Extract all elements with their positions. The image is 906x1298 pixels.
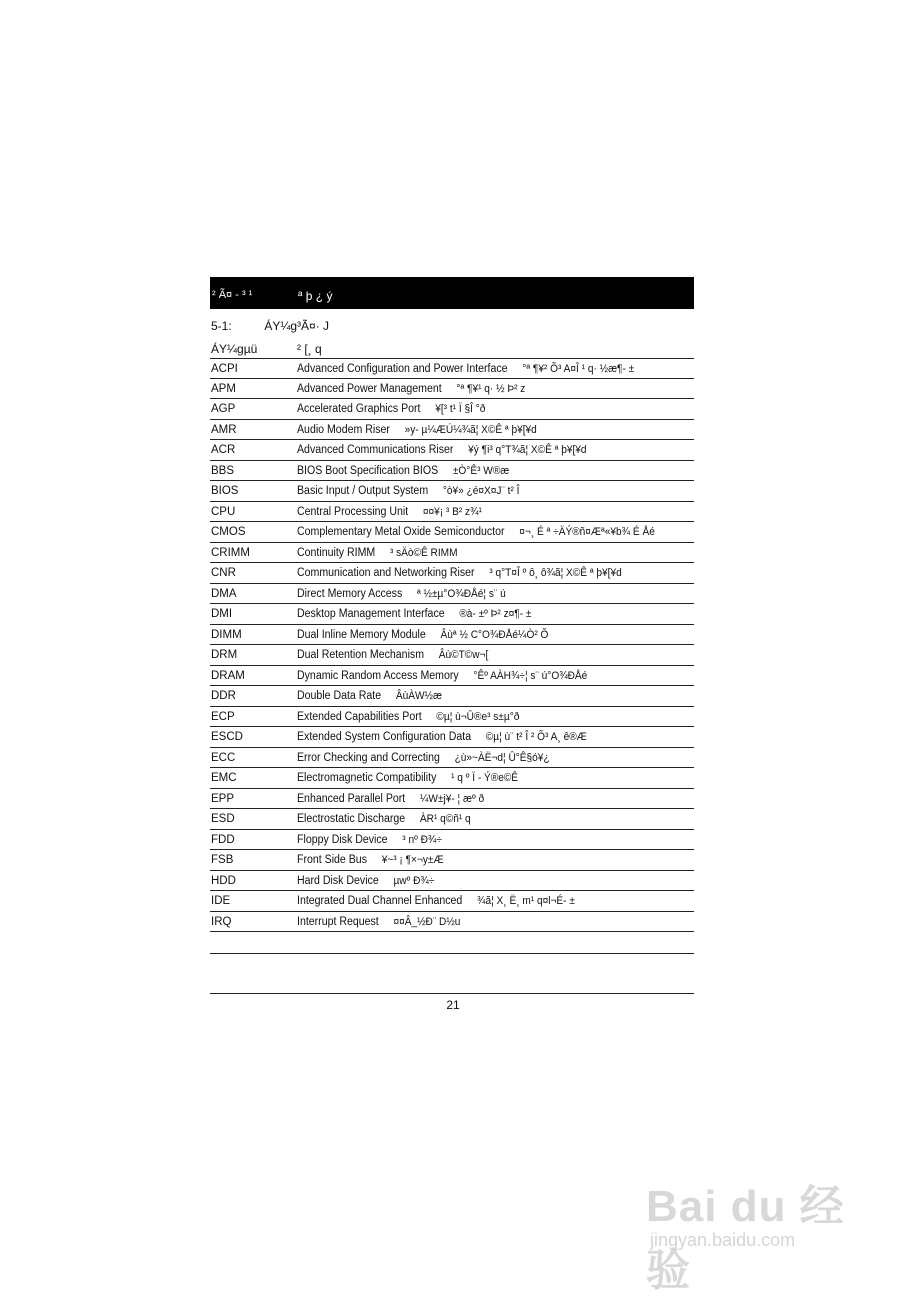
row-abbreviation: DDR bbox=[211, 690, 236, 702]
row-abbreviation: BBS bbox=[211, 464, 235, 477]
row-translation: °ª ¶¥² Õ³ A¤Î ¹ q· ½æ¶- ± bbox=[522, 363, 635, 375]
watermark-url: jingyan.baidu.com bbox=[650, 1230, 796, 1250]
row-meaning bbox=[297, 444, 587, 456]
table-row bbox=[210, 440, 694, 461]
row-translation: ¹ q º Ï - Ý®e©Ê bbox=[451, 772, 519, 784]
header-right-text: ª þ ¿ ý bbox=[298, 289, 333, 303]
row-abbreviation: HDD bbox=[211, 874, 236, 887]
row-translation: ©µ¦ ù¬Û®e³ s±µ°ð bbox=[436, 710, 520, 723]
row-meaning bbox=[297, 649, 488, 661]
row-translation: µwº Ð¾÷ bbox=[393, 874, 435, 887]
row-translation: ÂùÀW½æ bbox=[395, 690, 442, 702]
table-row bbox=[210, 502, 694, 523]
row-abbreviation: AGP bbox=[211, 403, 236, 415]
header-left-text: ² Ã¤ - ³ ¹ bbox=[212, 289, 253, 301]
row-abbreviation: FSB bbox=[211, 854, 234, 866]
row-full-name: Dual Retention Mechanism bbox=[297, 649, 425, 661]
row-meaning bbox=[297, 383, 525, 395]
row-translation: ¥ý ¶i³ q°T¾ã¦ X©Ê ª þ¥[¥d bbox=[468, 444, 587, 456]
row-full-name: Desktop Management Interface bbox=[297, 608, 445, 620]
row-abbreviation: AMR bbox=[211, 423, 237, 436]
table-row bbox=[210, 748, 694, 769]
row-abbreviation: DRAM bbox=[211, 669, 245, 682]
row-abbreviation: EMC bbox=[211, 772, 237, 784]
row-full-name: Double Data Rate bbox=[297, 690, 382, 702]
table-row bbox=[210, 666, 694, 687]
table-row bbox=[210, 399, 694, 420]
row-meaning bbox=[297, 608, 531, 620]
row-translation: »y- µ¼ÆÚ¼¾ã¦ X©Ê ª þ¥[¥d bbox=[404, 423, 537, 436]
table-row bbox=[210, 850, 694, 871]
row-abbreviation: DRM bbox=[211, 649, 238, 661]
table-row bbox=[210, 358, 694, 379]
row-abbreviation: ECP bbox=[211, 710, 235, 723]
row-meaning bbox=[297, 895, 575, 907]
row-meaning bbox=[297, 547, 458, 559]
watermark bbox=[640, 1150, 870, 1295]
row-full-name: Floppy Disk Device bbox=[297, 833, 388, 846]
row-abbreviation: DMI bbox=[211, 608, 233, 620]
table-row bbox=[210, 584, 694, 605]
row-translation: ±Ò°Ê³ W®æ bbox=[452, 464, 510, 477]
row-translation: °ò¥» ¿é¤X¤J¨ t² Î bbox=[442, 485, 520, 497]
row-translation: ¼W±j¥- ¦ æº ð bbox=[419, 792, 485, 805]
table-row bbox=[210, 481, 694, 502]
table-row bbox=[210, 686, 694, 707]
row-translation: ¤¬¸ É ª ÷ÄÝ®ñ¤Æª«¥b¾ É Åé bbox=[519, 526, 655, 538]
row-full-name: Direct Memory Access bbox=[297, 587, 403, 600]
table-row bbox=[210, 809, 694, 830]
row-full-name: Audio Modem Riser bbox=[297, 423, 390, 436]
table-row bbox=[210, 461, 694, 482]
row-meaning bbox=[297, 403, 485, 415]
row-meaning bbox=[297, 506, 482, 518]
row-abbreviation: ESD bbox=[211, 813, 235, 825]
row-translation: ª ½±µ°O¾ÐÅé¦ s¨ ú bbox=[416, 587, 506, 600]
row-full-name: Advanced Configuration and Power Interface bbox=[297, 363, 508, 375]
row-meaning bbox=[297, 526, 655, 538]
row-translation: °ª ¶¥¹ q· ½ Þ² z bbox=[456, 382, 526, 395]
table-row bbox=[210, 789, 694, 810]
row-meaning bbox=[297, 813, 471, 825]
row-translation: ¿ù»~ÀË¬d¦ Û°Ê§ó¥¿ bbox=[454, 751, 550, 764]
row-full-name: Advanced Communications Riser bbox=[297, 444, 454, 456]
row-full-name: Central Processing Unit bbox=[297, 505, 409, 518]
row-meaning bbox=[297, 670, 587, 682]
row-abbreviation: CPU bbox=[211, 505, 236, 518]
table-row bbox=[210, 645, 694, 666]
row-meaning bbox=[297, 875, 434, 887]
row-meaning bbox=[297, 363, 634, 375]
divider-line bbox=[210, 953, 694, 954]
row-translation: ³ nº Ð¾÷ bbox=[402, 833, 442, 846]
row-full-name: Basic Input / Output System bbox=[297, 485, 429, 497]
row-translation: Âù©T©w¬[ bbox=[438, 649, 489, 661]
row-translation: ©µ¦ ù¨ t² Î ² Õ³ A¸ ê®Æ bbox=[485, 731, 587, 743]
row-abbreviation: CRIMM bbox=[211, 546, 250, 559]
row-full-name: Communication and Networking Riser bbox=[297, 567, 475, 579]
row-translation: ¥~³ ¡ ¶×¬y±Æ bbox=[381, 854, 444, 866]
row-abbreviation: DIMM bbox=[211, 628, 242, 641]
watermark-logo: Bai du 经验 bbox=[646, 1182, 845, 1295]
row-full-name: Electromagnetic Compatibility bbox=[297, 772, 437, 784]
page-number: 21 bbox=[446, 998, 460, 1012]
row-full-name: Dynamic Random Access Memory bbox=[297, 669, 459, 682]
row-abbreviation: FDD bbox=[211, 833, 235, 846]
table-title bbox=[211, 319, 329, 333]
row-full-name: Enhanced Parallel Port bbox=[297, 792, 406, 805]
row-abbreviation: CNR bbox=[211, 567, 236, 579]
row-meaning bbox=[297, 752, 550, 764]
row-translation: ¾ã¦ X¸ Ë¸ m¹ q¤l¬É- ± bbox=[477, 895, 575, 907]
row-meaning bbox=[297, 424, 537, 436]
row-meaning bbox=[297, 793, 484, 805]
row-abbreviation: CMOS bbox=[211, 526, 246, 538]
table-row bbox=[210, 768, 694, 789]
row-translation: ®à- ±º Þ² z¤¶- ± bbox=[459, 608, 532, 620]
row-translation: ¤¤Â_½Ð¨ D½u bbox=[393, 915, 461, 928]
row-translation: ¥[³ t¹ Ï §Î °ð bbox=[435, 403, 486, 415]
column-header-meaning: ² [¸ q bbox=[297, 342, 322, 356]
row-full-name: Complementary Metal Oxide Semiconductor bbox=[297, 526, 505, 538]
row-meaning bbox=[297, 629, 548, 641]
row-meaning bbox=[297, 731, 587, 743]
row-meaning bbox=[297, 690, 442, 702]
table-row bbox=[210, 891, 694, 912]
row-full-name: Accelerated Graphics Port bbox=[297, 403, 421, 415]
table-row bbox=[210, 604, 694, 625]
row-translation: ³ q°T¤Î º ô¸ ô¾ã¦ X©Ê ª þ¥[¥d bbox=[489, 567, 622, 579]
row-full-name: Extended Capabilities Port bbox=[297, 710, 422, 723]
table-row bbox=[210, 727, 694, 748]
row-abbreviation: IDE bbox=[211, 895, 231, 907]
table-row bbox=[210, 625, 694, 646]
row-meaning bbox=[297, 772, 518, 784]
row-meaning bbox=[297, 711, 519, 723]
row-meaning bbox=[297, 854, 444, 866]
table-row bbox=[210, 871, 694, 892]
table-row bbox=[210, 379, 694, 400]
row-full-name: Interrupt Request bbox=[297, 915, 379, 928]
row-full-name: Error Checking and Correcting bbox=[297, 751, 440, 764]
column-header-abbr: ÁY¼gµü bbox=[211, 342, 258, 356]
table-title-text: ÁY¼g³Ã¤· J bbox=[264, 319, 330, 333]
header-bar bbox=[210, 277, 694, 309]
row-abbreviation: EPP bbox=[211, 792, 235, 805]
row-translation: Âùª ½ C°O¾ÐÅé¼Ò² Õ bbox=[440, 628, 549, 641]
row-meaning bbox=[297, 567, 622, 579]
row-full-name: Advanced Power Management bbox=[297, 382, 442, 395]
row-abbreviation: ESCD bbox=[211, 731, 243, 743]
row-meaning bbox=[297, 916, 460, 928]
row-abbreviation: IRQ bbox=[211, 915, 232, 928]
table-row bbox=[210, 563, 694, 584]
row-translation: ¤¤¥¡ ³ B² z¾¹ bbox=[422, 505, 482, 518]
row-full-name: Hard Disk Device bbox=[297, 874, 379, 887]
table-row bbox=[210, 830, 694, 851]
row-full-name: BIOS Boot Specification BIOS bbox=[297, 464, 439, 477]
row-abbreviation: BIOS bbox=[211, 485, 239, 497]
row-full-name: Electrostatic Discharge bbox=[297, 813, 406, 825]
table-row bbox=[210, 707, 694, 728]
row-full-name: Extended System Configuration Data bbox=[297, 731, 472, 743]
row-full-name: Dual Inline Memory Module bbox=[297, 628, 426, 641]
glossary-table bbox=[210, 358, 694, 932]
row-meaning bbox=[297, 465, 509, 477]
row-abbreviation: ACR bbox=[211, 444, 236, 456]
table-row bbox=[210, 420, 694, 441]
table-row bbox=[210, 543, 694, 564]
row-meaning bbox=[297, 834, 442, 846]
row-full-name: Continuity RIMM bbox=[297, 546, 376, 559]
row-meaning bbox=[297, 588, 506, 600]
row-translation: ÀR¹ q©ñ¹ q bbox=[419, 813, 471, 825]
row-full-name: Integrated Dual Channel Enhanced bbox=[297, 895, 463, 907]
table-number: 5-1: bbox=[211, 319, 232, 333]
footer-divider-line bbox=[210, 993, 694, 994]
row-translation: °Êº AÀH¾÷¦ s¨ ú°O¾ÐÅé bbox=[473, 669, 588, 682]
row-abbreviation: ACPI bbox=[211, 363, 238, 375]
row-full-name: Front Side Bus bbox=[297, 854, 367, 866]
row-translation: ³ sÄò©Ê RIMM bbox=[389, 546, 458, 559]
row-abbreviation: ECC bbox=[211, 751, 236, 764]
table-row bbox=[210, 912, 694, 933]
row-abbreviation: DMA bbox=[211, 587, 237, 600]
row-abbreviation: APM bbox=[211, 382, 236, 395]
row-meaning bbox=[297, 485, 519, 497]
table-row bbox=[210, 522, 694, 543]
